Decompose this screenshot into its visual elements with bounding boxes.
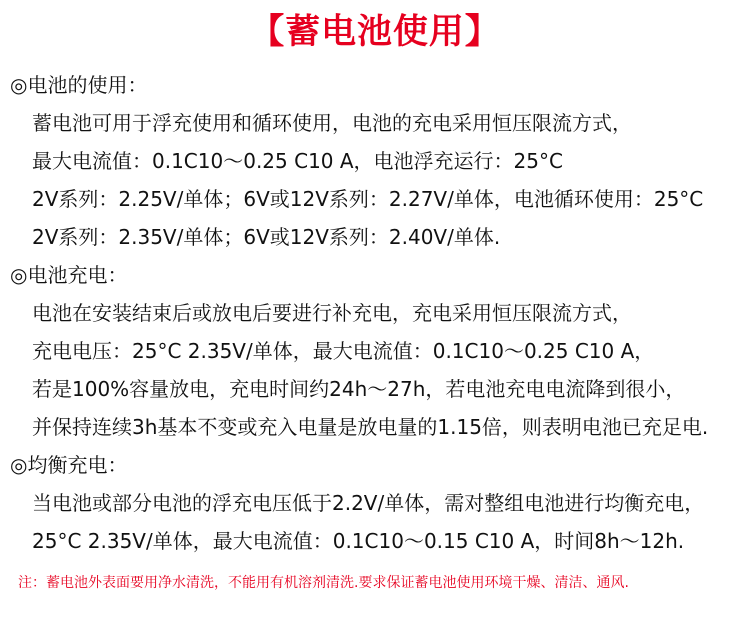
battery-use-line-4: 2V系列：2.35V/单体；6V或12V系列：2.40V/单体. (32, 225, 501, 249)
battery-use-line-1: 蓄电池可用于浮充使用和循环使用，电池的充电采用恒压限流方式， (32, 111, 632, 135)
equalizing-charge-line-1: 当电池或部分电池的浮充电压低于2.2V/单体，需对整组电池进行均衡充电， (32, 491, 705, 515)
maintenance-note: 注：蓄电池外表面要用净水清洗，不能用有机溶剂清洗.要求保证蓄电池使用环境干燥、清洁、通风. (18, 575, 629, 591)
battery-charging-line-4: 并保持连续3h基本不变或充入电量是放电量的1.15倍，则表明电池已充足电. (32, 415, 709, 439)
equalizing-charge-line-2: 25°C 2.35V/单体，最大电流值：0.1C10～0.15 C10 A，时间8h～12h. (32, 529, 685, 553)
battery-charging-line-2: 充电电压：25°C 2.35V/单体，最大电流值：0.1C10～0.25 C10 A， (32, 339, 655, 363)
battery-charging-line-3: 若是100%容量放电，充电时间约24h～27h，若电池充电电流降到很小， (32, 377, 686, 401)
section-heading-battery-use: ◎电池的使用： (10, 73, 148, 97)
battery-use-line-2: 最大电流值：0.1C10～0.25 C10 A，电池浮充运行：25°C (32, 149, 563, 173)
page-title: 【蓄电池使用】 (249, 12, 501, 52)
battery-charging-line-1: 电池在安装结束后或放电后要进行补充电，充电采用恒压限流方式， (32, 301, 632, 325)
section-heading-battery-charging: ◎电池充电： (10, 263, 128, 287)
section-heading-equalizing-charge: ◎均衡充电： (10, 453, 128, 477)
battery-use-line-3: 2V系列：2.25V/单体；6V或12V系列：2.27V/单体，电池循环使用：25°C (32, 187, 704, 211)
